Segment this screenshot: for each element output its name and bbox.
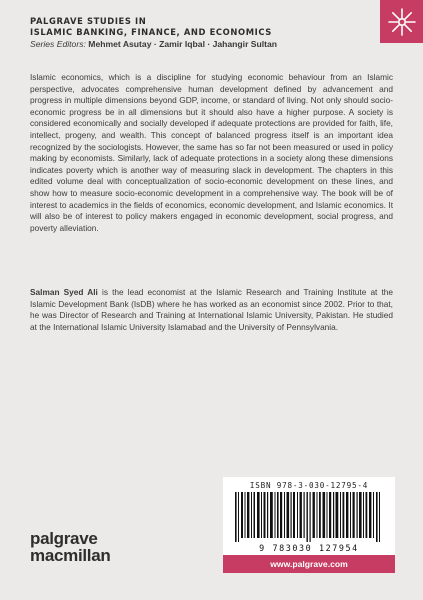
series-block bbox=[30, 16, 350, 50]
series-editors-names: Mehmet Asutay · Zamir Iqbal · Jahangir Sultan bbox=[88, 39, 278, 49]
palgrave-burst-icon bbox=[387, 7, 417, 37]
series-editors-label: Series Editors: bbox=[30, 39, 86, 49]
barcode-icon bbox=[233, 492, 385, 542]
author-bio-text: is the lead economist at the Islamic Research and Training Institute at the Islamic Development Bank (IsDB) where he has worked as an economist since 2002. Prior to that, he was Director of Research and Training at International Islamic University, Pakistan. He studied at the International Islamic University Islamabad and the University of Pennsylvania. bbox=[30, 287, 394, 332]
publisher-logo-line2: macmillan bbox=[30, 546, 111, 565]
book-description: Islamic economics, which is a discipline for studying economic behaviour from an Islamic perspective, advocates comprehensive human development defined by advancement and progress in multiple dimensions beyond GDP, income, or standard of living. Not only should socio-economic progress be in all dimensions but it should also have a higher purpose. A society is considered economically and socially developed if adequate protections are provided for faith, life, intellect, progeny, and wealth. This concept of balanced progress itself is an important idea recognized by the sociologists. However, the same has so far not been measured or used in policy making by economists. Similarly, lack of adequate protections in a society along these dimensions indicates poverty which is another way of measuring slack in development. The chapters in this edited volume deal with conceptualization of socio-economic development on these lines, and show how to measure socio-economic development in a comprehensive way. The book will be of interest to academics in the fields of economics, economic development, and Islamic economics. It will also be of interest to policy makers engaged in economic development, social progress, and poverty alleviation. bbox=[30, 72, 393, 233]
publisher-logo bbox=[30, 530, 110, 564]
publisher-url[interactable]: www.palgrave.com bbox=[223, 555, 395, 573]
publisher-mark-box bbox=[380, 0, 423, 43]
series-editors bbox=[30, 39, 350, 50]
author-bio bbox=[30, 287, 393, 333]
isbn-label: ISBN 978-3-030-12795-4 bbox=[249, 481, 369, 490]
author-name: Salman Syed Ali bbox=[30, 287, 98, 297]
publisher-logo-line1: palgrave bbox=[30, 529, 98, 548]
series-title-line2: ISLAMIC BANKING, FINANCE, AND ECONOMICS bbox=[30, 27, 272, 37]
barcode-digits: 9 783030 127954 bbox=[259, 543, 359, 553]
series-title-line1: PALGRAVE STUDIES IN bbox=[30, 16, 147, 26]
